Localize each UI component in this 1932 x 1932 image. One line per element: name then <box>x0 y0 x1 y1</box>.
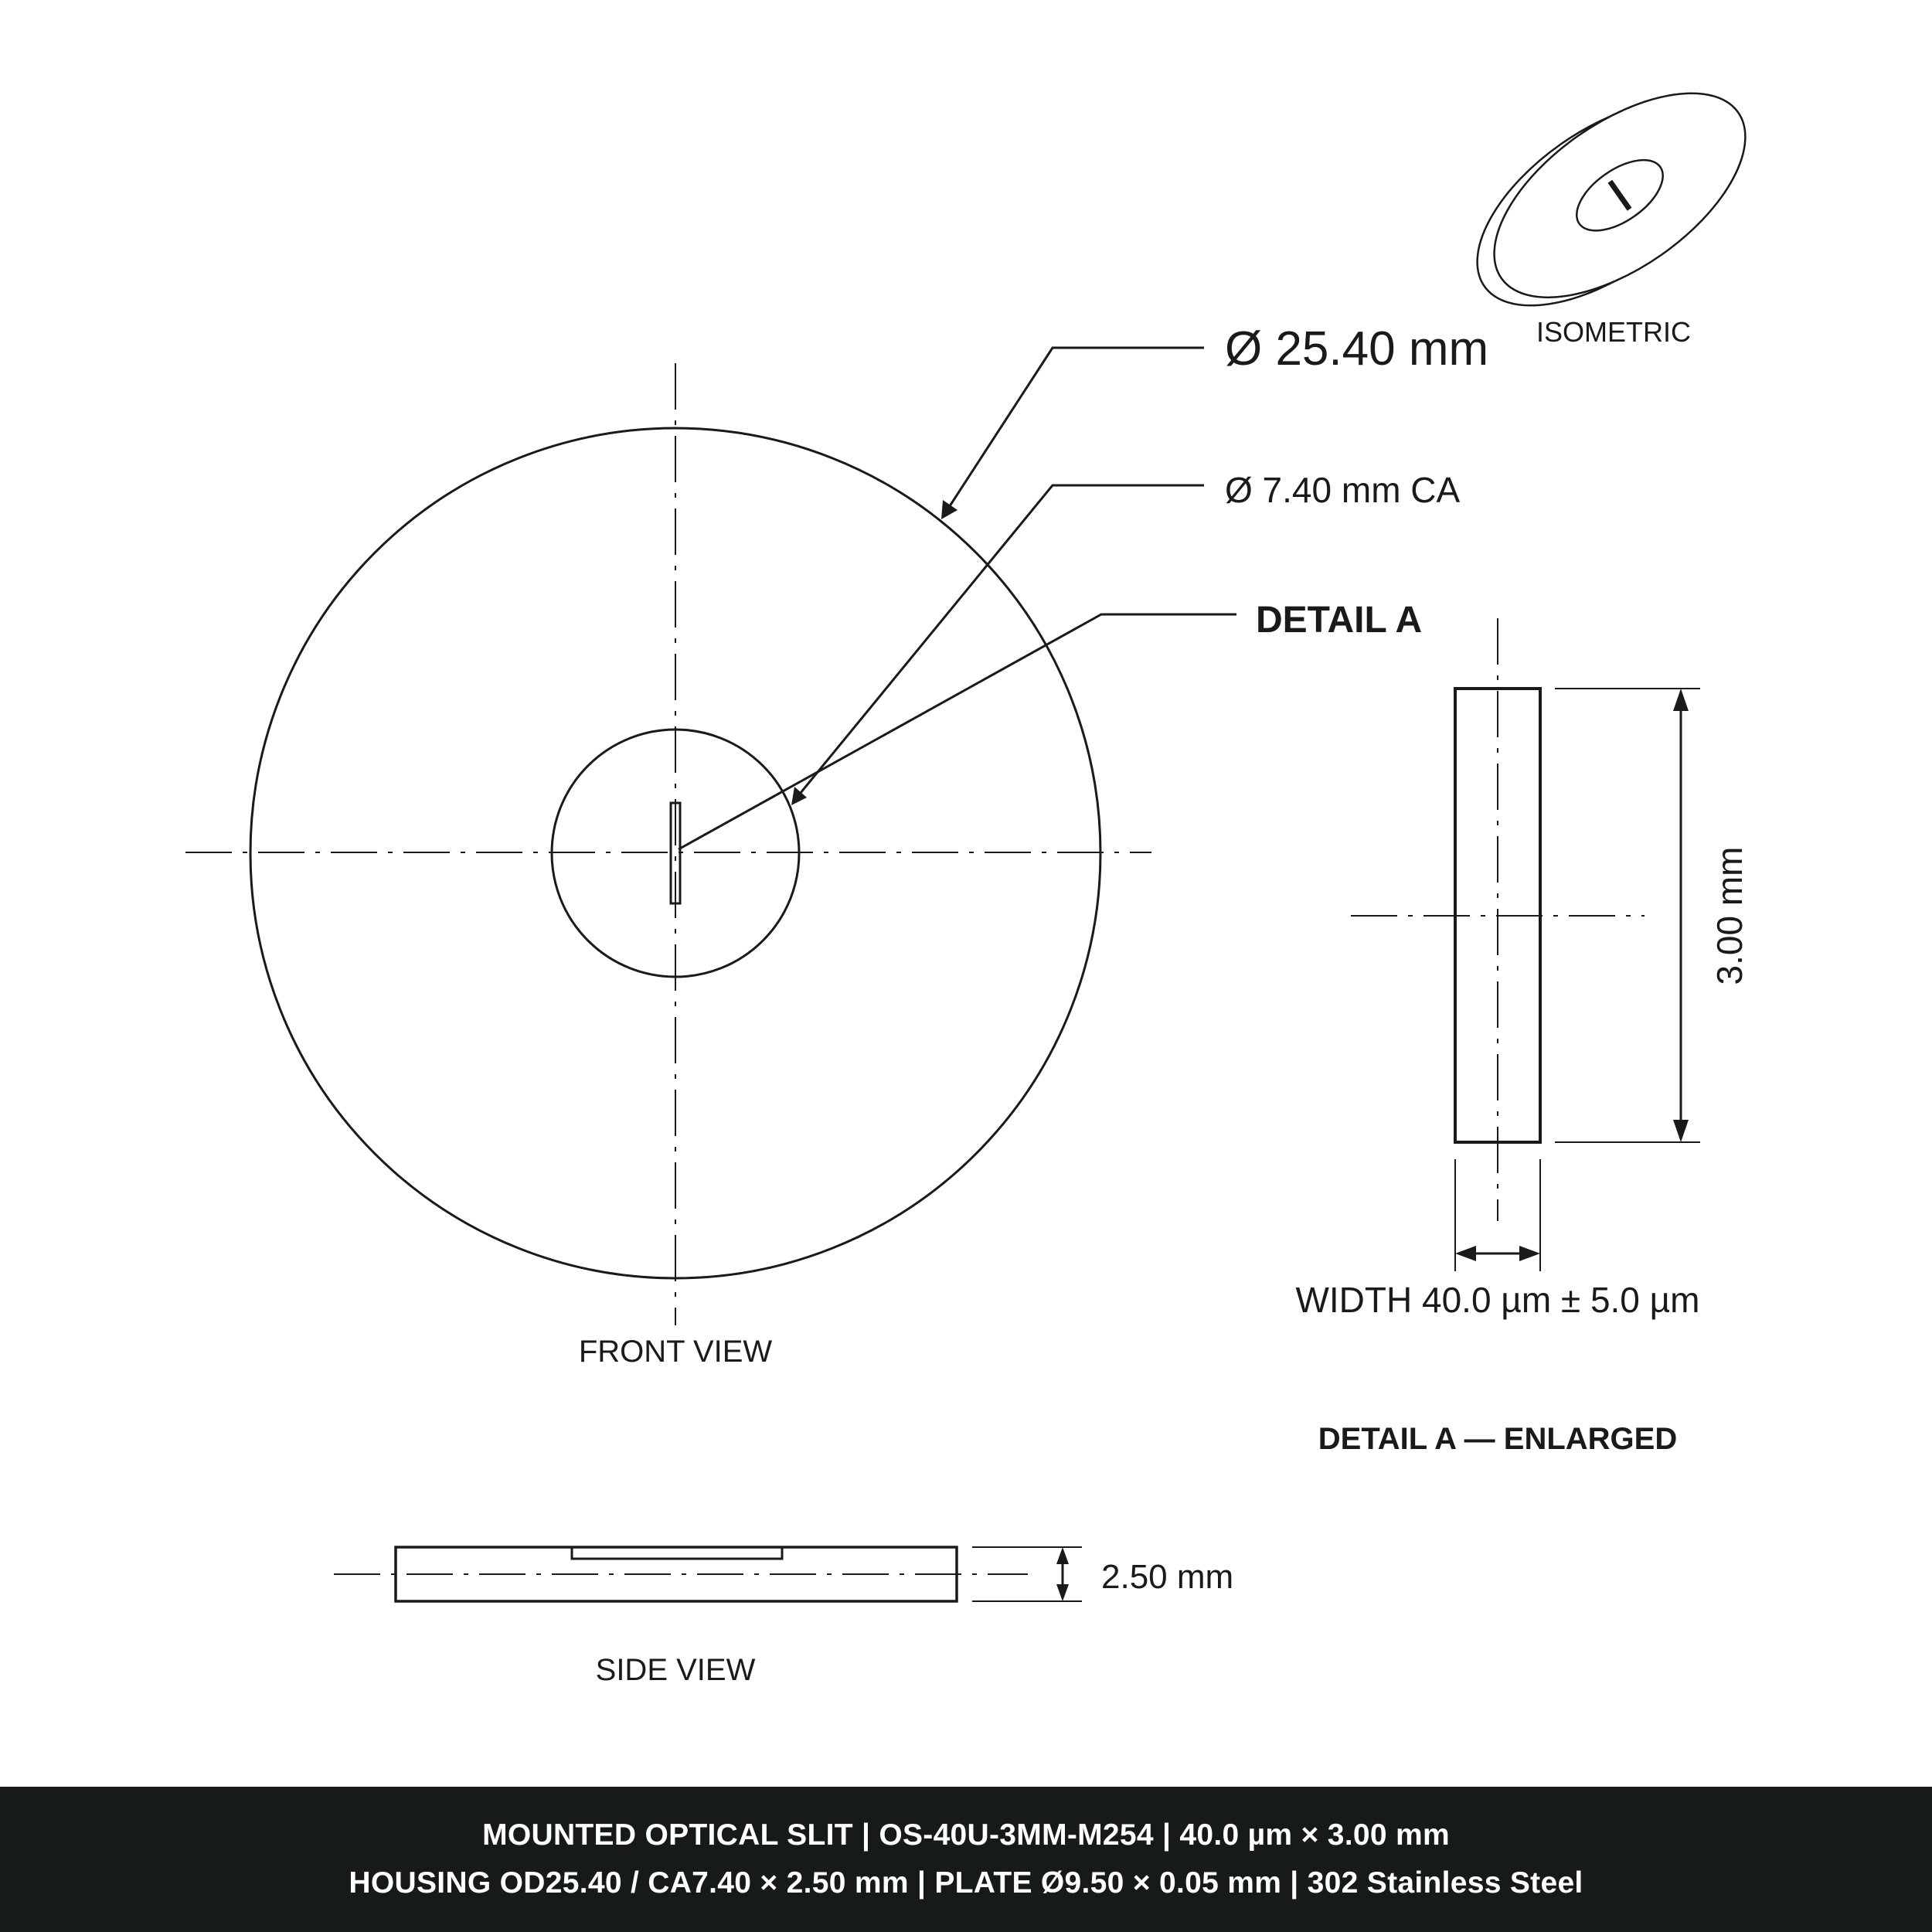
side-plate-recess <box>572 1547 782 1559</box>
arrow-thickness-bottom <box>1056 1584 1069 1601</box>
detail-caption: DETAIL A — ENLARGED <box>1318 1422 1678 1456</box>
label-slit-length: 3.00 mm <box>1709 846 1750 985</box>
front-view-caption: FRONT VIEW <box>578 1335 773 1369</box>
arrow-length-top <box>1673 689 1689 711</box>
label-thickness: 2.50 mm <box>1101 1558 1234 1596</box>
arrow-thickness-top <box>1056 1547 1069 1564</box>
leader-outer-diameter <box>945 348 1204 513</box>
arrow-width-left <box>1455 1246 1476 1261</box>
isometric-caption: ISOMETRIC <box>1536 316 1692 348</box>
arrowhead-outer <box>941 500 957 519</box>
detail-a-view <box>1295 618 1750 1456</box>
front-view <box>185 322 1488 1369</box>
side-view-caption: SIDE VIEW <box>595 1653 756 1687</box>
title-line-2: HOUSING OD25.40 / CA7.40 × 2.50 mm | PLATE Ø9.50 × 0.05 mm | 302 Stainless Steel <box>349 1866 1583 1900</box>
title-block <box>0 1787 1932 1932</box>
isometric-view <box>1443 50 1780 349</box>
label-outer-diameter: Ø 25.40 mm <box>1225 322 1489 376</box>
label-clear-aperture: Ø 7.40 mm CA <box>1225 470 1461 510</box>
arrow-length-bottom <box>1673 1120 1689 1142</box>
leader-detail-a <box>679 614 1236 849</box>
side-view <box>334 1547 1233 1687</box>
label-detail-a: DETAIL A <box>1256 600 1423 641</box>
arrow-width-right <box>1519 1246 1540 1261</box>
label-slit-width: WIDTH 40.0 µm ± 5.0 µm <box>1295 1280 1700 1320</box>
title-line-1: MOUNTED OPTICAL SLIT | OS-40U-3MM-M254 | 40.0 µm × 3.00 mm <box>482 1818 1450 1852</box>
